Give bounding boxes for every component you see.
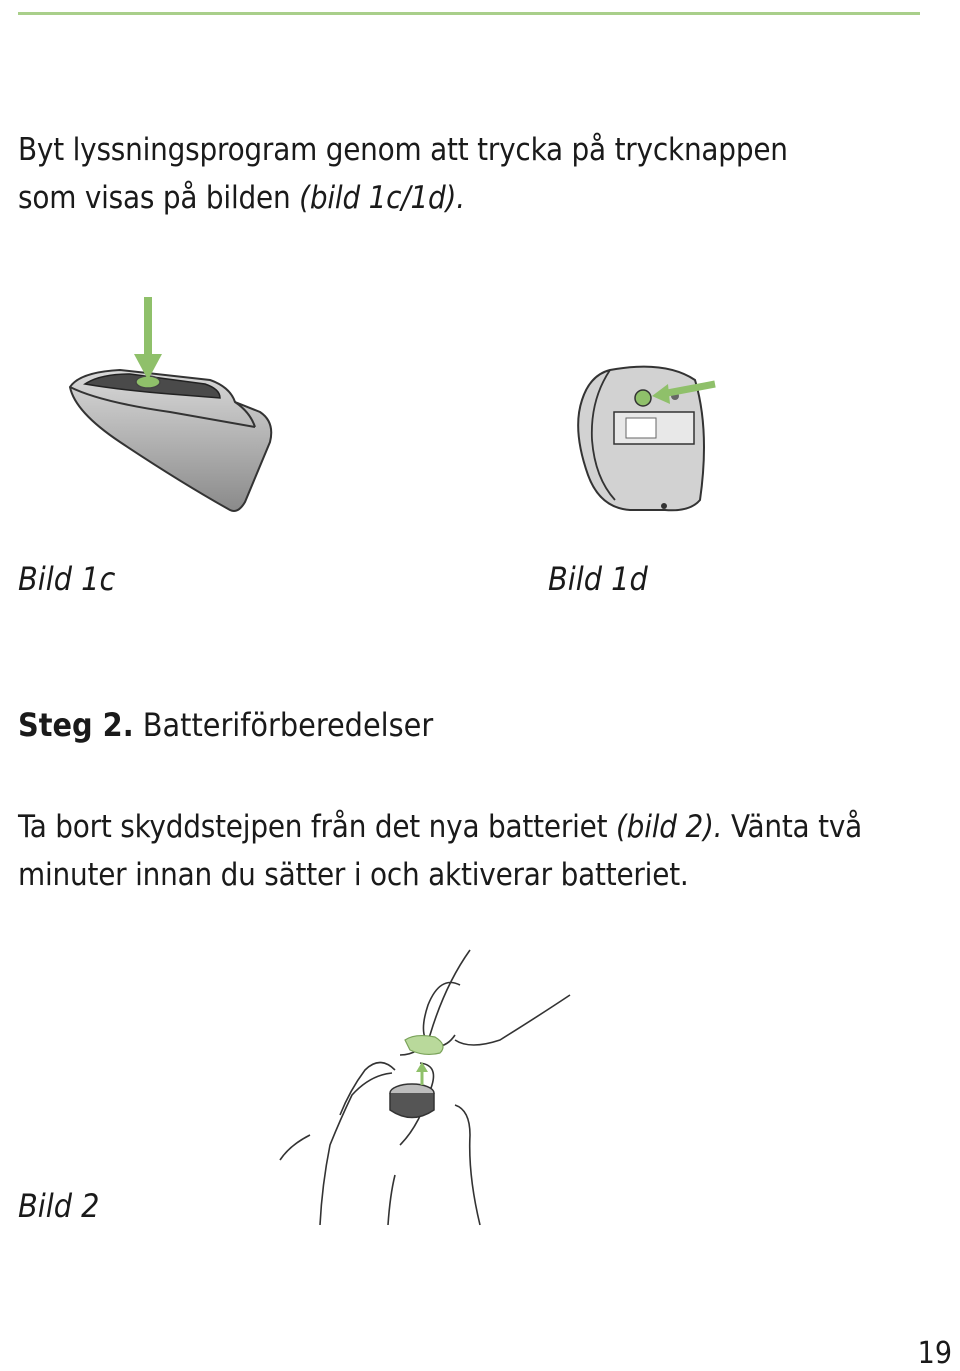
figure-caption-1d: Bild 1d [548, 560, 648, 598]
hearing-aid-bte-illustration [60, 292, 300, 522]
figure-caption-2: Bild 2 [18, 1187, 100, 1225]
body-paragraph [18, 803, 948, 899]
page-number: 19 [917, 1336, 952, 1371]
hearing-aid-ite-illustration [570, 360, 720, 515]
battery-tape-illustration [270, 945, 590, 1230]
intro-figure-ref: (bild 1c/1d). [299, 180, 465, 216]
intro-line-1: Byt lyssningsprogram genom att trycka på trycknappen [18, 132, 788, 168]
body-text-c: Vänta två minuter innan du sätter i och aktiverar batteriet. [18, 809, 863, 893]
step-label: Steg 2. [18, 706, 134, 744]
intro-paragraph [18, 126, 788, 222]
body-figure-ref: (bild 2). [616, 809, 723, 845]
body-text-a: Ta bort skyddstejpen från det nya batteriet [18, 809, 616, 845]
step-heading [18, 706, 433, 744]
intro-line-2: som visas på bilden [18, 180, 300, 216]
top-rule [18, 12, 920, 15]
figure-caption-1c: Bild 1c [18, 560, 116, 598]
step-title: Batteriförberedelser [142, 706, 434, 744]
